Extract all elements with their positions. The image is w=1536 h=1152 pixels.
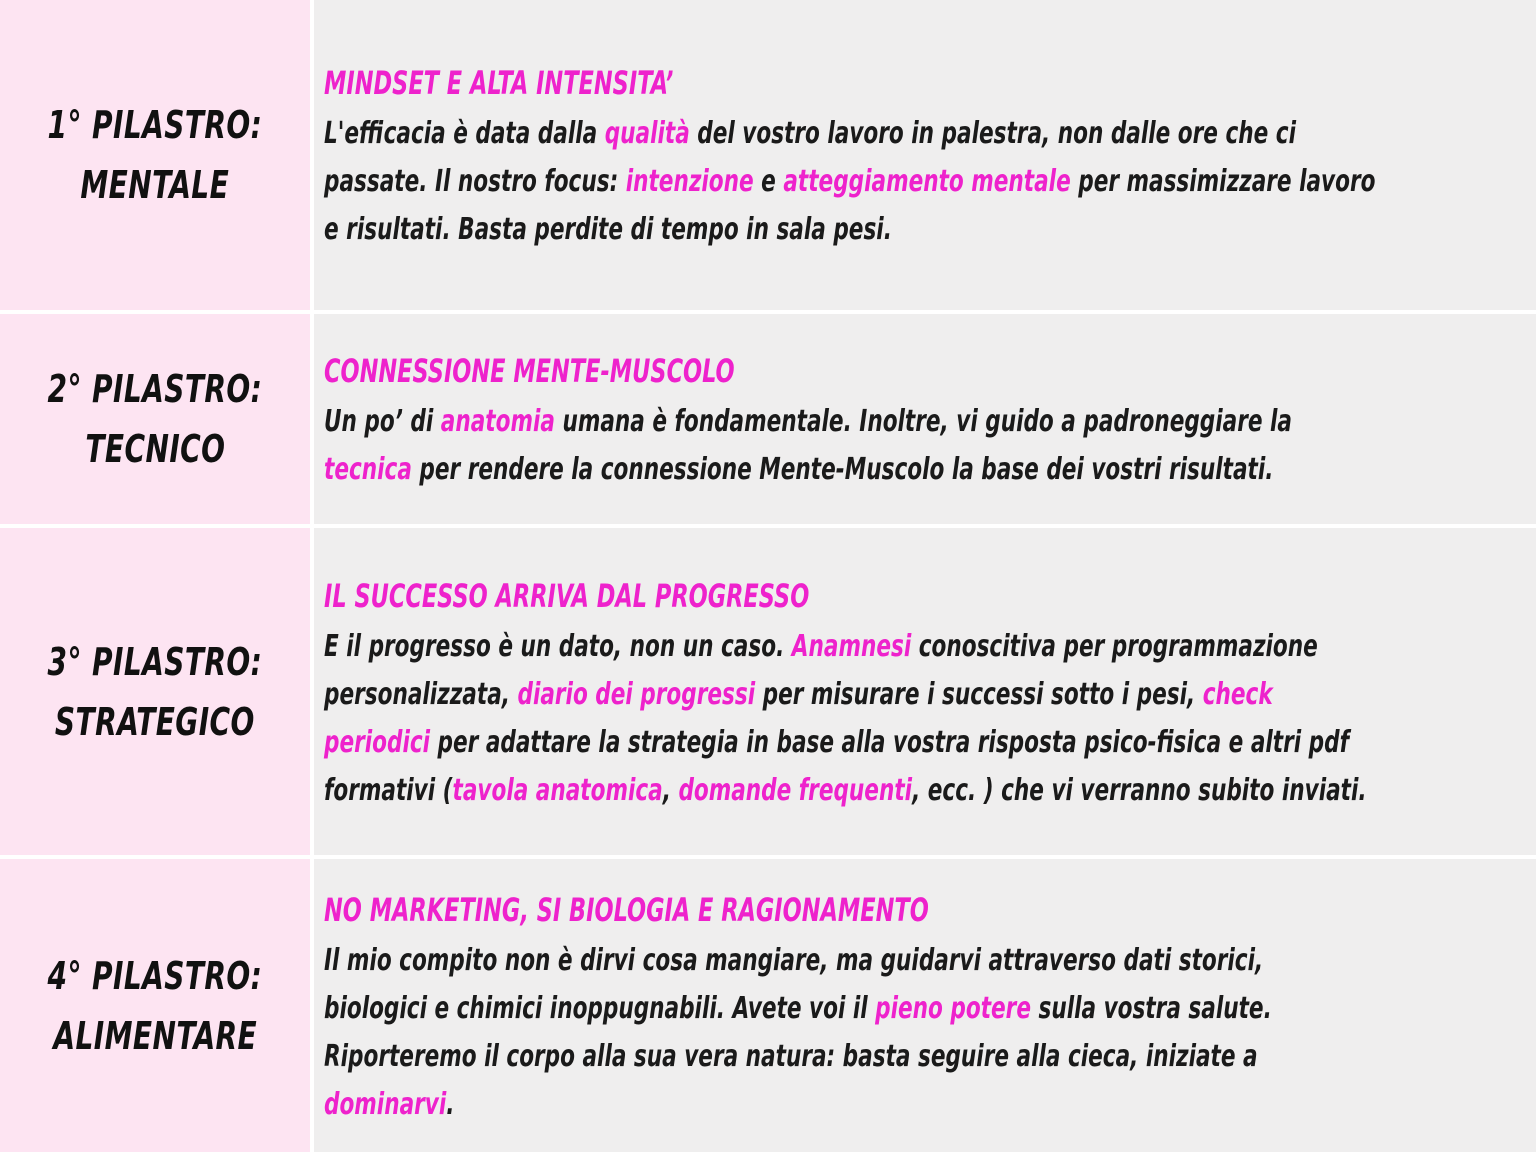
text-segment: , ecc. ) che vi verranno subito inviati. (912, 772, 1367, 808)
text-segment: Riporteremo il corpo alla sua vera natura: basta seguire alla cieca, iniziate a (324, 1038, 1258, 1074)
description-line (324, 206, 1524, 254)
highlighted-term: periodici (324, 724, 431, 760)
text-segment: per misurare i successi sotto i pesi, (755, 676, 1203, 712)
pillar-number: 3° PILASTRO: (47, 639, 263, 684)
text-segment: conoscitiva per programmazione (911, 628, 1318, 664)
description-line (324, 719, 1524, 767)
description-line (324, 158, 1524, 206)
description-line (324, 985, 1524, 1033)
text-segment: umana è fondamentale. Inoltre, vi guido a padroneggiare la (554, 404, 1292, 439)
pillar-name: ALIMENTARE (53, 1013, 257, 1058)
text-segment: per adattare la strategia in base alla vostra risposta psico-fisica e altri pdf (430, 724, 1349, 760)
highlighted-term: anatomia (440, 404, 555, 439)
highlighted-term: dominarvi (324, 1086, 447, 1122)
highlighted-term: diario dei progressi (517, 676, 756, 712)
text-segment: biologici e chimici inoppugnabili. Avete voi il (324, 990, 876, 1026)
text-segment: personalizzata, (324, 676, 518, 712)
text-segment: L'efficacia è data dalla (324, 116, 605, 151)
pillar-label-cell (0, 0, 310, 310)
pillar-content-cell (314, 528, 1536, 855)
description-line (324, 110, 1524, 158)
description-line (324, 937, 1524, 985)
pillar-heading: IL SUCCESSO ARRIVA DAL PROGRESSO (324, 576, 810, 615)
pillar-content-cell (314, 0, 1536, 310)
text-segment: e risultati. Basta perdite di tempo in sala pesi. (324, 212, 892, 247)
pillar-description (324, 110, 1524, 254)
text-segment: per massimizzare lavoro (1070, 164, 1376, 199)
highlighted-term: Anamnesi (791, 628, 912, 664)
description-line (324, 671, 1524, 719)
text-segment: E il progresso è un dato, non un caso. (324, 628, 792, 664)
text-segment: per rendere la connessione Mente-Muscolo la base dei vostri risultati. (411, 452, 1274, 487)
pillar-heading: CONNESSIONE MENTE-MUSCOLO (324, 352, 735, 390)
pillar-heading: MINDSET E ALTA INTENSITA’ (324, 64, 674, 102)
pillar-description (324, 623, 1524, 815)
description-line (324, 1033, 1524, 1081)
pillar-description (324, 937, 1524, 1129)
pillar-number: 1° PILASTRO: (47, 103, 263, 147)
highlighted-term: tecnica (324, 452, 412, 487)
highlighted-term: tavola anatomica (452, 772, 663, 808)
pillar-name: STRATEGICO (55, 699, 255, 744)
pillar-name: MENTALE (80, 163, 230, 207)
highlighted-term: intenzione (625, 164, 754, 199)
pillar-heading: NO MARKETING, SI BIOLOGIA E RAGIONAMENTO (324, 890, 929, 929)
pillar-content-cell (314, 314, 1536, 524)
text-segment: . (446, 1086, 455, 1122)
description-line (324, 446, 1524, 494)
highlighted-term: atteggiamento mentale (783, 164, 1071, 199)
text-segment: e (753, 164, 784, 199)
highlighted-term: qualità (604, 116, 690, 151)
highlighted-term: pieno potere (875, 990, 1031, 1026)
description-line (324, 1081, 1524, 1129)
description-line (324, 398, 1524, 446)
pillar-label-cell (0, 528, 310, 855)
description-line (324, 767, 1524, 815)
pillar-description (324, 398, 1524, 494)
pillar-name: TECNICO (84, 427, 225, 471)
text-segment: passate. Il nostro focus: (324, 164, 626, 199)
text-segment: , (662, 772, 679, 808)
highlighted-term: domande frequenti (678, 772, 913, 808)
text-segment: del vostro lavoro in palestra, non dalle ore che ci (689, 116, 1296, 151)
highlighted-term: check (1202, 676, 1273, 712)
description-line (324, 623, 1524, 671)
text-segment: Un po’ di (324, 404, 441, 439)
text-segment: formativi ( (324, 772, 453, 808)
pillar-content-cell (314, 859, 1536, 1152)
text-segment: Il mio compito non è dirvi cosa mangiare, ma guidarvi attraverso dati storici, (324, 942, 1264, 978)
pillar-label-cell (0, 859, 310, 1152)
pillar-number: 4° PILASTRO: (47, 953, 263, 998)
text-segment: sulla vostra salute. (1030, 990, 1272, 1026)
pillar-label-cell (0, 314, 310, 524)
pillar-number: 2° PILASTRO: (47, 367, 263, 411)
